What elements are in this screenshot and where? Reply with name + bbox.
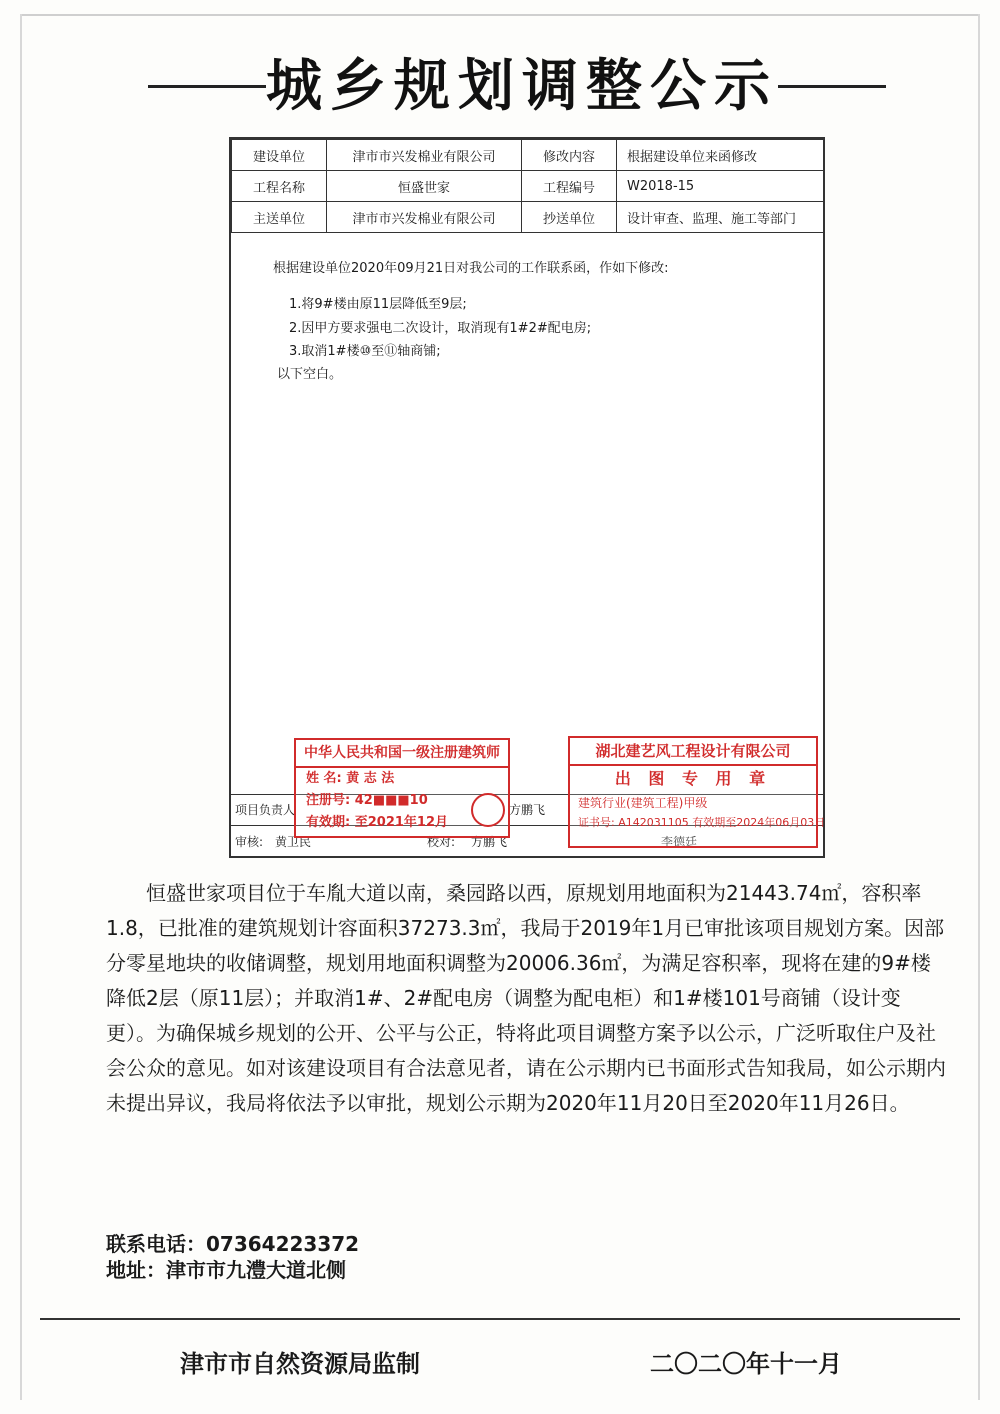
design-cert-expiry: 有效期至2024年06月03日 (692, 816, 826, 829)
contact-phone: 联系电话：07364223372 (106, 1232, 360, 1256)
reviewer-name: 黄卫民 (275, 835, 312, 849)
table-row (232, 140, 824, 171)
designer-signature: 方鹏飞 (509, 803, 546, 817)
info-table (231, 139, 824, 233)
reviewer-label: 审核: (235, 835, 264, 849)
architect-number: 注册号: 42■■■10 (306, 793, 428, 808)
label-change-content: 修改内容 (522, 140, 617, 171)
value-project-name: 恒盛世家 (327, 171, 522, 202)
architect-stamp-title: 中华人民共和国一级注册建筑师 (296, 740, 508, 768)
table-row (232, 202, 824, 233)
design-stamp-cert (570, 814, 826, 830)
design-stamp-title: 湖北建艺风工程设计有限公司 (570, 738, 816, 766)
design-cert-number: 证书号: A142031105 (578, 816, 689, 829)
issuing-authority: 津市市自然资源局监制 (180, 1350, 420, 1378)
change-sheet (229, 137, 825, 858)
checker-name: 方鹏飞 (471, 835, 508, 849)
change-intro: 根据建设单位2020年09月21日对我公司的工作联系函，作如下修改: (273, 261, 669, 276)
approver-name: 李德廷 (661, 835, 698, 849)
announcement-paragraph (106, 876, 946, 1121)
title-rule-left (148, 85, 266, 88)
change-item: 1.将9#楼由原11层降低至9层; (289, 297, 467, 312)
label-cc-recipient: 抄送单位 (522, 202, 617, 233)
change-item: 2.因甲方要求强电二次设计，取消现有1#2#配电房; (289, 321, 592, 336)
label-construction-unit: 建设单位 (232, 140, 327, 171)
page-border-right (978, 14, 980, 1400)
page-border-top (20, 14, 980, 16)
value-main-recipient: 津市市兴发棉业有限公司 (327, 202, 522, 233)
footer-rule (40, 1318, 960, 1320)
announcement-text: 恒盛世家项目位于车胤大道以南，桑园路以西，原规划用地面积为21443.74㎡，容积率1.8，已批准的建筑规划计容面积37273.3㎡，我局于2019年1月已审批该项目规划方案。因部分零星地块的收储调整，规划用地面积调整为20006.36㎡，为满足容积率，现将在建的9#楼降低2层（原11层）；并取消1#、2#配电房（调整为配电柜）和1#楼101号商铺（设计变更）。为确保城乡规划的公开、公平与公正，特将此项目调整方案予以公示，广泛听取住户及社会公众的意见。如对该建设项目有合法意见者，请在公示期内已书面形式告知我局，如公示期内未提出异议，我局将依法予以审批，规划公示期为2020年11月20日至2020年11月26日。 (106, 881, 946, 1115)
seal-icon (471, 793, 505, 827)
project-lead-label: 项目负责人 (235, 803, 296, 817)
page-border-left (20, 14, 22, 1400)
value-construction-unit: 津市市兴发棉业有限公司 (327, 140, 522, 171)
value-project-number: W2018-15 (617, 171, 824, 202)
change-item: 3.取消1#楼⑩至⑪轴商铺; (289, 344, 441, 359)
title-row (0, 52, 1000, 122)
label-project-name: 工程名称 (232, 171, 327, 202)
checker-label: 校对: (427, 835, 456, 849)
contact-address: 地址：津市市九澧大道北侧 (106, 1258, 346, 1282)
value-change-content: 根据建设单位来函修改 (617, 140, 824, 171)
architect-valid: 有效期: 至2021年12月 (306, 815, 448, 830)
design-stamp-scope: 建筑行业(建筑工程)甲级 (578, 796, 708, 810)
architect-name: 姓 名: 黄 志 法 (306, 771, 395, 786)
title-rule-right (778, 85, 886, 88)
design-company-stamp (568, 736, 826, 848)
table-row (232, 171, 824, 202)
design-stamp-subtitle: 出 图 专 用 章 (614, 769, 772, 788)
blank-note: 以下空白。 (277, 367, 343, 382)
page-title: 城乡规划调整公示 (266, 54, 778, 119)
label-project-number: 工程编号 (522, 171, 617, 202)
issue-date: 二〇二〇年十一月 (650, 1350, 842, 1378)
value-cc-recipient: 设计审查、监理、施工等部门 (617, 202, 824, 233)
label-main-recipient: 主送单位 (232, 202, 327, 233)
